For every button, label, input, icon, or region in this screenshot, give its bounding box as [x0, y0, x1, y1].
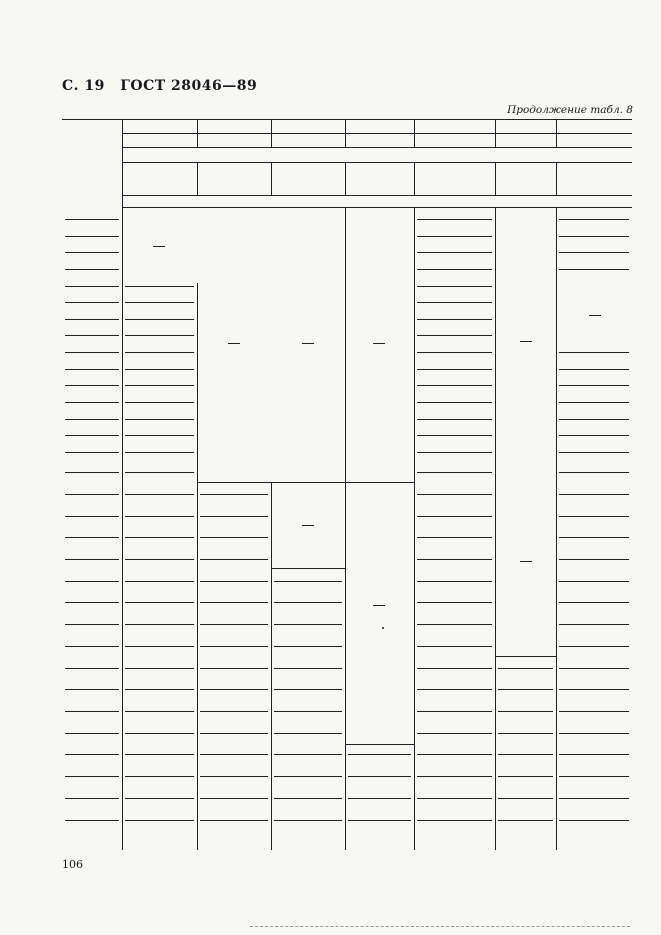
row-designation [65, 602, 119, 603]
cell-value [559, 472, 629, 473]
cell-value [498, 711, 553, 712]
row-designation [65, 335, 119, 336]
cell-value [417, 516, 492, 517]
cell-value [559, 369, 629, 370]
cell-value [417, 754, 492, 755]
cell-value [125, 624, 194, 625]
cell-value [125, 733, 194, 734]
cell-value [125, 385, 194, 386]
cell-value [348, 754, 411, 755]
cell-value [200, 602, 268, 603]
cell-value [417, 689, 492, 690]
cell-value [559, 402, 629, 403]
cell-value [200, 776, 268, 777]
col8-group-rule [271, 482, 345, 483]
row-designation [65, 559, 119, 560]
cell-value [125, 646, 194, 647]
cell-value [559, 754, 629, 755]
qty-divider [197, 162, 198, 195]
cell-value [125, 668, 194, 669]
cell-value [125, 798, 194, 799]
col9-group-rule [345, 482, 414, 483]
cell-value [200, 646, 268, 647]
cell-value [125, 302, 194, 303]
cell-value [348, 798, 411, 799]
qty-divider [271, 162, 272, 195]
cell-value [417, 776, 492, 777]
row-designation [65, 516, 119, 517]
row-designation [65, 776, 119, 777]
dash-mark [302, 525, 314, 526]
cell-value [125, 754, 194, 755]
cell-value [559, 689, 629, 690]
col-header-divider [495, 119, 496, 147]
cell-value [274, 798, 342, 799]
cell-value [417, 435, 492, 436]
cell-value [417, 668, 492, 669]
cell-value [417, 369, 492, 370]
cell-value [498, 689, 553, 690]
row-designation [65, 452, 119, 453]
cell-value [125, 581, 194, 582]
dash-mark [228, 343, 240, 344]
col8-divider [271, 483, 272, 850]
cell-value [417, 302, 492, 303]
cell-value [417, 646, 492, 647]
cell-value [125, 335, 194, 336]
col9-divider [345, 207, 346, 850]
cell-value [559, 219, 629, 220]
dash-mark [520, 561, 532, 562]
cell-value [498, 776, 553, 777]
col-header-divider [414, 119, 415, 147]
cell-value [274, 646, 342, 647]
cell-value [274, 689, 342, 690]
row-designation [65, 689, 119, 690]
cell-value [200, 668, 268, 669]
row-designation [65, 369, 119, 370]
cell-value [559, 798, 629, 799]
row-designation [65, 302, 119, 303]
cell-value [417, 733, 492, 734]
cell-value [125, 776, 194, 777]
row-designation [65, 419, 119, 420]
cell-value [417, 559, 492, 560]
col-header-divider [197, 119, 198, 147]
dash-mark [373, 343, 385, 344]
cell-value [498, 754, 553, 755]
cell-value [417, 624, 492, 625]
col-header-divider [556, 119, 557, 147]
cell-value [125, 319, 194, 320]
cell-value [125, 435, 194, 436]
cell-value [200, 754, 268, 755]
row-designation [65, 385, 119, 386]
row-designation [65, 668, 119, 669]
cell-value [125, 516, 194, 517]
cell-value [125, 419, 194, 420]
cell-value [125, 286, 194, 287]
cell-value [125, 537, 194, 538]
cell-value [417, 472, 492, 473]
cell-value [274, 733, 342, 734]
cell-value [417, 537, 492, 538]
cell-value [498, 733, 553, 734]
cell-value [125, 352, 194, 353]
cell-value [559, 602, 629, 603]
cell-value [125, 689, 194, 690]
row-designation [65, 269, 119, 270]
col11-group-rule [495, 656, 556, 657]
col10-divider [414, 207, 415, 850]
cell-value [417, 236, 492, 237]
cell-value [559, 252, 629, 253]
row-designation [65, 319, 119, 320]
cell-value [417, 335, 492, 336]
cell-value [417, 711, 492, 712]
col7-divider [197, 283, 198, 850]
qty-divider [414, 162, 415, 195]
cell-value [417, 319, 492, 320]
row-designation [65, 754, 119, 755]
dash-mark [589, 315, 601, 316]
cell-value [417, 352, 492, 353]
row-designation [65, 219, 119, 220]
stub-divider [122, 119, 123, 850]
cell-value [559, 352, 629, 353]
row-designation [65, 236, 119, 237]
cell-value [417, 820, 492, 821]
cell-value [417, 602, 492, 603]
col7-group-rule [197, 482, 271, 483]
cell-value [559, 516, 629, 517]
scan-artifact [250, 926, 630, 929]
qty-divider [556, 162, 557, 195]
row-designation [65, 352, 119, 353]
cell-value [559, 581, 629, 582]
cell-value [200, 537, 268, 538]
dash-mark [302, 343, 314, 344]
cell-value [125, 452, 194, 453]
row-designation [65, 798, 119, 799]
qty-divider [345, 162, 346, 195]
cell-value [559, 452, 629, 453]
cell-value [274, 668, 342, 669]
cell-value [274, 711, 342, 712]
cell-value [559, 419, 629, 420]
col-header-divider [271, 119, 272, 147]
cell-value [559, 668, 629, 669]
cell-value [417, 452, 492, 453]
cell-value [125, 402, 194, 403]
cell-value [559, 733, 629, 734]
row-designation [65, 252, 119, 253]
cell-value [200, 798, 268, 799]
cell-value [559, 537, 629, 538]
cell-value [200, 494, 268, 495]
row-designation [65, 733, 119, 734]
cell-value [200, 581, 268, 582]
row-designation [65, 646, 119, 647]
cell-value [125, 369, 194, 370]
cell-value [200, 516, 268, 517]
cell-value [125, 559, 194, 560]
cell-value [348, 820, 411, 821]
cell-value [274, 754, 342, 755]
cell-value [559, 494, 629, 495]
cell-value [417, 419, 492, 420]
cell-value [559, 711, 629, 712]
cell-value [417, 252, 492, 253]
cell-value [498, 668, 553, 669]
col-header-divider [345, 119, 346, 147]
cell-value [559, 646, 629, 647]
cell-value [417, 219, 492, 220]
cell-value [200, 711, 268, 712]
cell-value [200, 820, 268, 821]
cell-value [559, 385, 629, 386]
row-designation [65, 711, 119, 712]
cell-value [274, 820, 342, 821]
cell-value [348, 776, 411, 777]
col8-group-rule [271, 568, 345, 569]
cell-value [498, 820, 553, 821]
group-header-rule [122, 147, 632, 148]
standard-code: ГОСТ 28046—89 [120, 78, 258, 94]
cell-value [417, 385, 492, 386]
cell-value [125, 494, 194, 495]
continuation-label: Продолжение табл. 8 [507, 104, 633, 116]
page-ref: С. 19 [62, 78, 105, 94]
row-designation [65, 581, 119, 582]
page-number: 106 [62, 858, 83, 871]
row-designation [65, 624, 119, 625]
col9-group-rule [345, 744, 414, 745]
row-designation [65, 472, 119, 473]
cell-value [417, 581, 492, 582]
page-header [62, 78, 267, 94]
dot-mark [382, 627, 384, 629]
cell-value [417, 286, 492, 287]
cell-value [417, 494, 492, 495]
cell-value [559, 624, 629, 625]
cell-value [417, 402, 492, 403]
cell-value [125, 602, 194, 603]
row-designation [65, 286, 119, 287]
row-designation [65, 820, 119, 821]
cell-value [559, 820, 629, 821]
cell-value [498, 798, 553, 799]
cell-value [417, 798, 492, 799]
cell-value [200, 559, 268, 560]
cell-value [274, 776, 342, 777]
cell-value [274, 581, 342, 582]
qty-values-rule [122, 195, 632, 196]
row-designation [65, 435, 119, 436]
qty-divider [495, 162, 496, 195]
row-designation [65, 537, 119, 538]
row-designation [65, 402, 119, 403]
cell-value [559, 435, 629, 436]
cell-value [125, 820, 194, 821]
cell-value [200, 733, 268, 734]
col12-divider [556, 207, 557, 850]
cell-value [559, 559, 629, 560]
cell-value [274, 602, 342, 603]
dash-mark [520, 341, 532, 342]
table-top-rule [62, 119, 632, 120]
col11-divider [495, 207, 496, 850]
cell-value [559, 236, 629, 237]
dash-mark [373, 605, 385, 606]
row-designation [65, 494, 119, 495]
cell-value [200, 624, 268, 625]
cell-value [559, 269, 629, 270]
cell-value [125, 711, 194, 712]
cell-value [559, 776, 629, 777]
cell-value [274, 624, 342, 625]
cell-value [417, 269, 492, 270]
dash-mark [153, 246, 165, 247]
cell-value [200, 689, 268, 690]
cell-value [125, 472, 194, 473]
